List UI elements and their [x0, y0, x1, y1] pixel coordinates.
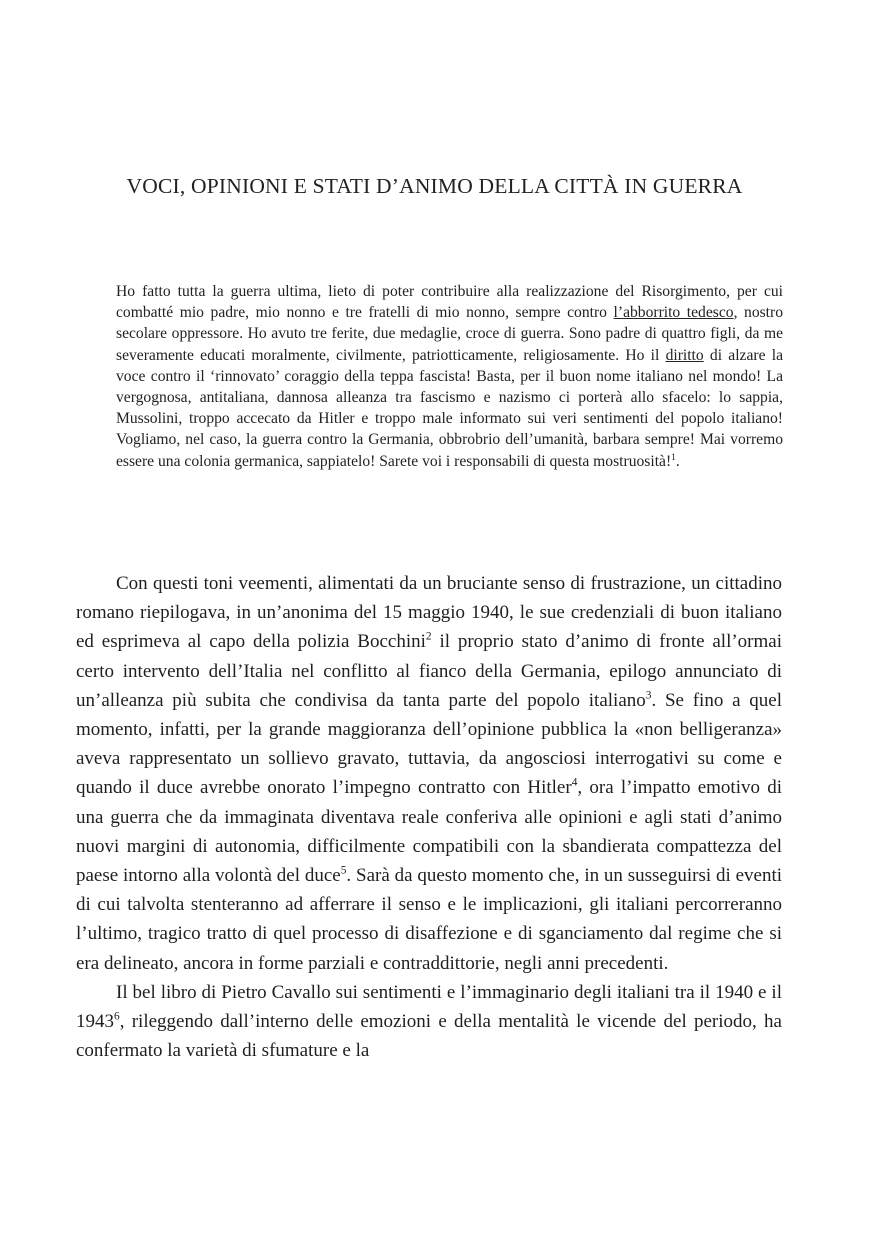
chapter-title: VOCI, OPINIONI E STATI D’ANIMO DELLA CITTÀ IN GUERRA	[126, 174, 743, 198]
p1-text-2: il proprio stato d’animo di fronte all’ormai certo intervento dell’Italia nel conflitto al fianco della Germania, epilogo annunciato di un’alleanza più subita che condivisa da tanta parte del popolo italiano	[76, 631, 782, 711]
quote-underlined-2: diritto	[665, 346, 704, 364]
footnote-ref-3: 3	[645, 689, 652, 702]
p1-text-5: . Sarà da questo momento che, in un susseguirsi di eventi di cui talvolta stenteranno ad afferrare il senso e le implicazioni, gli italiani percorreranno l’ultimo, tragico tratto di quel processo di disaffezione e di sganciamento dal regime che si era delineato, ancora in forme parziali e contraddittorie, negli anni precedenti.	[76, 865, 783, 974]
p1-text-4: , ora l’impatto emotivo di una guerra che da immaginata diventava reale conferiva alle opinioni e agli stati d’animo nuovi margini di autonomia, difficilmente compatibili con la sbandierata compattezza del paese intorno alla volontà del duce	[76, 777, 782, 887]
p2-text-2: , rileggendo dall’interno delle emozioni e della mentalità le vicende del periodo, ha confermato la varietà di sfumature e la	[76, 1011, 782, 1062]
footnote-ref-6: 6	[114, 1010, 120, 1023]
p1-text-3: . Se fino a quel momento, infatti, per la grande maggioranza dell’opinione pubblica la «non belligeranza» aveva rappresentato un sollievo gravato, tuttavia, da angosciosi interrogativi su come e quando il duce avrebbe onorato l’impegno contratto con Hitler	[76, 689, 782, 799]
body-text	[76, 569, 782, 1065]
quote-text-1: Ho fatto tutta la guerra ultima, lieto di poter contribuire alla realizzazione del Risorgimento, per cui combatté mio padre, mio nonno e tre fratelli di mio nonno, sempre contro	[116, 283, 783, 322]
epigraph-quote	[116, 281, 783, 472]
footnote-ref-2: 2	[425, 631, 432, 644]
footnote-ref-4: 4	[571, 777, 578, 790]
quote-text-2: , nostro secolare oppressore. Ho avuto tre ferite, due medaglie, croce di guerra. Sono padre di quattro figli, da me severamente educati moralmente, civilmente, patriotticamente, religiosamente. Ho il	[116, 304, 784, 364]
quote-end: .	[675, 452, 680, 470]
quote-text-3: di alzare la voce contro il ‘rinnovato’ coraggio della teppa fascista! Basta, per il buon nome italiano nel mondo! La vergognosa, antitaliana, dannosa alleanza tra fascismo e nazismo ci porterà allo sfacelo: lo sappia, Mussolini, troppo accecato da Hitler e troppo male informato sui veri sentimenti del popolo italiano! Vogliamo, nel caso, la guerra contro la Germania, obbrobrio dell’umanità, barbara sempre! Mai vorremo essere una colonia germanica, sappiatelo! Sarete voi i responsabili di questa mostruosità!	[116, 346, 783, 470]
footnote-ref-5: 5	[340, 864, 347, 877]
paragraph-1	[76, 569, 782, 978]
p1-text-1: Con questi toni veementi, alimentati da un bruciante senso di frustrazione, un cittadino romano riepilogava, in un’anonima del 15 maggio 1940, le sue credenziali di buon italiano ed esprimeva al capo della polizia Bocchini	[76, 573, 782, 653]
p2-text-1: Il bel libro di Pietro Cavallo sui sentimenti e l’immaginario degli italiani tra il 1940 e il 1943	[76, 981, 782, 1033]
paragraph-2	[76, 978, 782, 1066]
footnote-ref-1: 1	[671, 452, 676, 463]
quote-underlined-1: l’abborrito tedesco	[613, 304, 734, 322]
